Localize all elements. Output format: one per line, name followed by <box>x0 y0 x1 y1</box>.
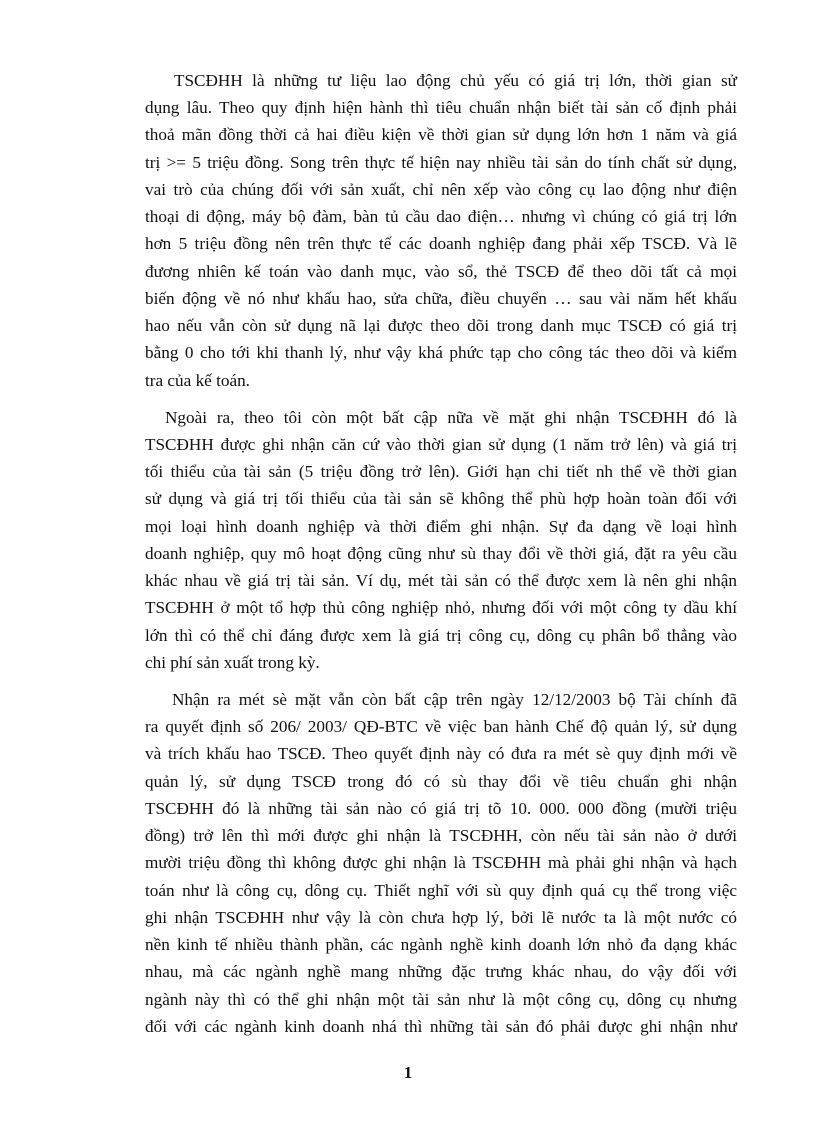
paragraph-line: dụng lâu. Theo quy định hiện hành thì tiêu chuẩn nhận biết tài sản cố định phải <box>145 98 737 117</box>
paragraph-line: thoại di động, máy bộ đàm, bàn tủ cầu dao điện… nhưng vì chúng có giá trị lớn <box>145 207 737 226</box>
paragraph-line: tra của kế toán. <box>145 371 250 390</box>
paragraph-line: ra quyết định số 206/ 2003/ QĐ-BTC về việc ban hành Chế độ quản lý, sử dụng <box>145 717 737 736</box>
paragraph-line: toán như là công cụ, dông cụ. Thiết nghĩ với sù quy định quá cụ thể trong việc <box>145 881 737 900</box>
paragraph-line: Nhận ra mét sè mặt vẫn còn bất cập trên ngày 12/12/2003 bộ Tài chính đã <box>172 690 737 709</box>
paragraph-line: ngành này thì có thể ghi nhận một tài sản như là một công cụ, dông cụ nhưng <box>145 990 737 1009</box>
paragraph-line: biến động về nó như khấu hao, sửa chữa, điều chuyển … sau vài năm hết khấu <box>145 289 737 308</box>
paragraph-line: TSCĐHH được ghi nhận căn cứ vào thời gian sử dụng (1 năm trở lên) và giá trị <box>145 435 737 454</box>
paragraph-line: ghi nhận TSCĐHH như vậy là còn chưa hợp lý, bởi lẽ nước ta là một nước có <box>145 908 737 927</box>
paragraph-line: đồng) trở lên thì mới được ghi nhận là TSCĐHH, còn nếu tài sản nào ở dưới <box>145 826 737 845</box>
paragraph-line: khác nhau về giá trị tài sản. Ví dụ, mét tài sản có thể được xem là nên ghi nhận <box>145 571 737 590</box>
paragraph-line: TSCĐHH là những tư liệu lao động chủ yếu có giá trị lớn, thời gian sử <box>174 71 737 90</box>
paragraph-line: lớn thì có thể chỉ đáng được xem là giá trị công cụ, dông cụ phân bổ thẳng vào <box>145 626 737 645</box>
paragraph-line: mọi loại hình doanh nghiệp và thời điểm ghi nhận. Sự đa dạng về loại hình <box>145 517 737 536</box>
paragraph-line: Ngoài ra, theo tôi còn một bất cập nữa về mặt ghi nhận TSCĐHH đó là <box>165 408 737 427</box>
paragraph-line: sử dụng và giá trị tối thiểu của tài sản sẽ không thể phù hợp hoàn toàn đối với <box>145 489 737 508</box>
paragraph-line: quản lý, sử dụng TSCĐ trong đó có sù thay đổi về tiêu chuẩn ghi nhận <box>145 772 737 791</box>
paragraph-line: TSCĐHH ở một tổ hợp thủ công nghiệp nhỏ, nhưng đối với một công ty dầu khí <box>145 598 737 617</box>
paragraph-line: mười triệu đồng thì không được ghi nhận là TSCĐHH mà phải ghi nhận và hạch <box>145 853 737 872</box>
paragraph-line: bằng 0 cho tới khi thanh lý, như vậy khá phức tạp cho công tác theo dõi và kiểm <box>145 343 737 362</box>
paragraph-line: đối với các ngành kinh doanh nhá thì những tài sản đó phải được ghi nhận như <box>145 1017 737 1036</box>
paragraph-line: TSCĐHH đó là những tài sản nào có giá trị tõ 10. 000. 000 đồng (mười triệu <box>145 799 737 818</box>
paragraph-line: hơn 5 triệu đồng nên trên thực tế các doanh nghiệp đang phải xếp TSCĐ. Và lẽ <box>145 234 737 253</box>
paragraph-line: hao nếu vẫn còn sử dụng nã lại được theo dõi trong danh mục TSCĐ có giá trị <box>145 316 737 335</box>
paragraph-line: doanh nghiệp, quy mô hoạt động cũng như sù thay đổi về thời giá, đặt ra yêu cầu <box>145 544 737 563</box>
paragraph-line: tối thiểu của tài sản (5 triệu đồng trở lên). Giới hạn chi tiết nh thể về thời gian <box>145 462 737 481</box>
paragraph-line: vai trò của chúng đối với sản xuất, chỉ nên xếp vào công cụ lao động như điện <box>145 180 737 199</box>
paragraph-line: và trích khấu hao TSCĐ. Theo quyết định này có đưa ra mét sè quy định mới về <box>145 744 737 763</box>
paragraph-line: nhau, mà các ngành nghề mang những đặc trưng khác nhau, do vậy đối với <box>145 962 737 981</box>
page-number: 1 <box>403 1063 413 1082</box>
paragraph-line: chi phí sản xuất trong kỳ. <box>145 653 320 672</box>
paragraph-line: nền kinh tế nhiều thành phần, các ngành nghề kinh doanh lớn nhỏ đa dạng khác <box>145 935 737 954</box>
paragraph-line: thoả mãn đồng thời cả hai điều kiện về thời gian sử dụng lớn hơn 1 năm và giá <box>145 125 737 144</box>
paragraph-line: trị >= 5 triệu đồng. Song trên thực tế hiện nay nhiều tài sản do tính chất sử dụng, <box>145 153 737 172</box>
paragraph-line: đương nhiên kế toán vào danh mục, vào sổ, thẻ TSCĐ để theo dõi tất cả mọi <box>145 262 737 281</box>
